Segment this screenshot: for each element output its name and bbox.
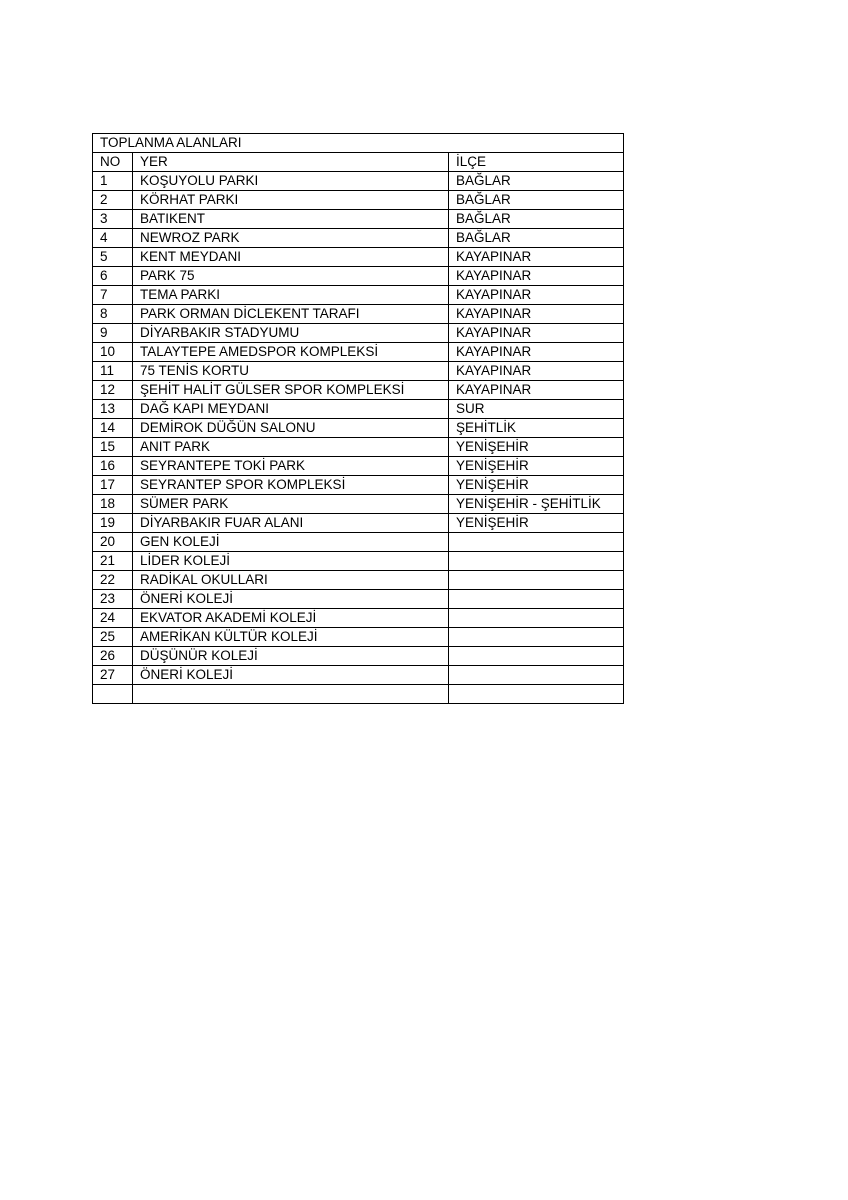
cell-yer: 75 TENİS KORTU bbox=[133, 362, 449, 381]
cell-no: 25 bbox=[93, 628, 133, 647]
cell-yer: KENT MEYDANI bbox=[133, 248, 449, 267]
cell-no: 14 bbox=[93, 419, 133, 438]
cell-yer: KÖRHAT PARKI bbox=[133, 191, 449, 210]
cell-yer: ANIT PARK bbox=[133, 438, 449, 457]
cell-yer: KOŞUYOLU PARKI bbox=[133, 172, 449, 191]
cell-yer: SEYRANTEP SPOR KOMPLEKSİ bbox=[133, 476, 449, 495]
table-row bbox=[93, 476, 624, 495]
table-row bbox=[93, 685, 624, 704]
cell-no: 18 bbox=[93, 495, 133, 514]
cell-yer: PARK ORMAN DİCLEKENT TARAFI bbox=[133, 305, 449, 324]
table-row bbox=[93, 438, 624, 457]
table-row bbox=[93, 457, 624, 476]
cell-no: 19 bbox=[93, 514, 133, 533]
table-row bbox=[93, 381, 624, 400]
table-title: TOPLANMA ALANLARI bbox=[93, 134, 624, 153]
cell-ilce: BAĞLAR bbox=[449, 229, 624, 248]
cell-ilce: YENİŞEHİR bbox=[449, 476, 624, 495]
cell-yer: DÜŞÜNÜR KOLEJİ bbox=[133, 647, 449, 666]
table-row bbox=[93, 533, 624, 552]
cell-ilce: KAYAPINAR bbox=[449, 286, 624, 305]
cell-ilce bbox=[449, 552, 624, 571]
cell-yer: BATIKENT bbox=[133, 210, 449, 229]
assembly-areas-table bbox=[92, 133, 624, 704]
cell-no: 23 bbox=[93, 590, 133, 609]
cell-ilce bbox=[449, 685, 624, 704]
cell-ilce: YENİŞEHİR - ŞEHİTLİK bbox=[449, 495, 624, 514]
header-row bbox=[93, 153, 624, 172]
table-row bbox=[93, 229, 624, 248]
cell-yer: ÖNERİ KOLEJİ bbox=[133, 590, 449, 609]
table-row bbox=[93, 248, 624, 267]
cell-yer: RADİKAL OKULLARI bbox=[133, 571, 449, 590]
cell-yer: LİDER KOLEJİ bbox=[133, 552, 449, 571]
table-row bbox=[93, 571, 624, 590]
cell-yer: ÖNERİ KOLEJİ bbox=[133, 666, 449, 685]
table-row bbox=[93, 172, 624, 191]
cell-ilce: KAYAPINAR bbox=[449, 343, 624, 362]
cell-yer: DİYARBAKIR STADYUMU bbox=[133, 324, 449, 343]
cell-ilce bbox=[449, 590, 624, 609]
cell-yer: DEMİROK DÜĞÜN SALONU bbox=[133, 419, 449, 438]
table-row bbox=[93, 267, 624, 286]
cell-yer: DAĞ KAPI MEYDANI bbox=[133, 400, 449, 419]
cell-yer: NEWROZ PARK bbox=[133, 229, 449, 248]
table-row bbox=[93, 628, 624, 647]
table-row bbox=[93, 286, 624, 305]
cell-ilce: BAĞLAR bbox=[449, 172, 624, 191]
cell-no: 6 bbox=[93, 267, 133, 286]
table-row bbox=[93, 400, 624, 419]
cell-yer: AMERİKAN KÜLTÜR KOLEJİ bbox=[133, 628, 449, 647]
cell-ilce: KAYAPINAR bbox=[449, 305, 624, 324]
cell-ilce: BAĞLAR bbox=[449, 191, 624, 210]
header-ilce: İLÇE bbox=[449, 153, 624, 172]
cell-yer: DİYARBAKIR FUAR ALANI bbox=[133, 514, 449, 533]
title-row bbox=[93, 134, 624, 153]
cell-no: 10 bbox=[93, 343, 133, 362]
cell-ilce: YENİŞEHİR bbox=[449, 457, 624, 476]
header-no: NO bbox=[93, 153, 133, 172]
table-body bbox=[93, 134, 624, 704]
table-row bbox=[93, 191, 624, 210]
cell-ilce: KAYAPINAR bbox=[449, 324, 624, 343]
cell-ilce bbox=[449, 647, 624, 666]
cell-no: 27 bbox=[93, 666, 133, 685]
cell-no: 15 bbox=[93, 438, 133, 457]
table-row bbox=[93, 514, 624, 533]
table-row bbox=[93, 362, 624, 381]
cell-yer: PARK 75 bbox=[133, 267, 449, 286]
cell-no: 26 bbox=[93, 647, 133, 666]
cell-ilce: BAĞLAR bbox=[449, 210, 624, 229]
cell-yer: SEYRANTEPE TOKİ PARK bbox=[133, 457, 449, 476]
cell-no: 12 bbox=[93, 381, 133, 400]
table-row bbox=[93, 343, 624, 362]
cell-no bbox=[93, 685, 133, 704]
cell-no: 22 bbox=[93, 571, 133, 590]
cell-no: 5 bbox=[93, 248, 133, 267]
cell-no: 3 bbox=[93, 210, 133, 229]
cell-ilce bbox=[449, 609, 624, 628]
cell-ilce: KAYAPINAR bbox=[449, 248, 624, 267]
cell-no: 16 bbox=[93, 457, 133, 476]
cell-no: 24 bbox=[93, 609, 133, 628]
cell-yer bbox=[133, 685, 449, 704]
cell-no: 4 bbox=[93, 229, 133, 248]
cell-yer: TEMA PARKI bbox=[133, 286, 449, 305]
cell-no: 17 bbox=[93, 476, 133, 495]
cell-no: 1 bbox=[93, 172, 133, 191]
cell-yer: GEN KOLEJİ bbox=[133, 533, 449, 552]
table-row bbox=[93, 609, 624, 628]
cell-ilce: YENİŞEHİR bbox=[449, 438, 624, 457]
cell-no: 8 bbox=[93, 305, 133, 324]
table-row bbox=[93, 419, 624, 438]
cell-no: 11 bbox=[93, 362, 133, 381]
cell-ilce: KAYAPINAR bbox=[449, 267, 624, 286]
cell-ilce bbox=[449, 533, 624, 552]
cell-no: 13 bbox=[93, 400, 133, 419]
table-row bbox=[93, 666, 624, 685]
cell-ilce: KAYAPINAR bbox=[449, 362, 624, 381]
cell-no: 2 bbox=[93, 191, 133, 210]
cell-ilce: KAYAPINAR bbox=[449, 381, 624, 400]
cell-ilce bbox=[449, 571, 624, 590]
cell-yer: SÜMER PARK bbox=[133, 495, 449, 514]
cell-ilce bbox=[449, 666, 624, 685]
header-yer: YER bbox=[133, 153, 449, 172]
cell-yer: ŞEHİT HALİT GÜLSER SPOR KOMPLEKSİ bbox=[133, 381, 449, 400]
cell-ilce: ŞEHİTLİK bbox=[449, 419, 624, 438]
cell-yer: EKVATOR AKADEMİ KOLEJİ bbox=[133, 609, 449, 628]
cell-no: 7 bbox=[93, 286, 133, 305]
table-row bbox=[93, 647, 624, 666]
table-row bbox=[93, 324, 624, 343]
cell-ilce: SUR bbox=[449, 400, 624, 419]
cell-no: 20 bbox=[93, 533, 133, 552]
cell-no: 21 bbox=[93, 552, 133, 571]
table-row bbox=[93, 305, 624, 324]
cell-no: 9 bbox=[93, 324, 133, 343]
cell-ilce bbox=[449, 628, 624, 647]
table-row bbox=[93, 495, 624, 514]
table-row bbox=[93, 210, 624, 229]
table-row bbox=[93, 552, 624, 571]
table-row bbox=[93, 590, 624, 609]
cell-yer: TALAYTEPE AMEDSPOR KOMPLEKSİ bbox=[133, 343, 449, 362]
cell-ilce: YENİŞEHİR bbox=[449, 514, 624, 533]
